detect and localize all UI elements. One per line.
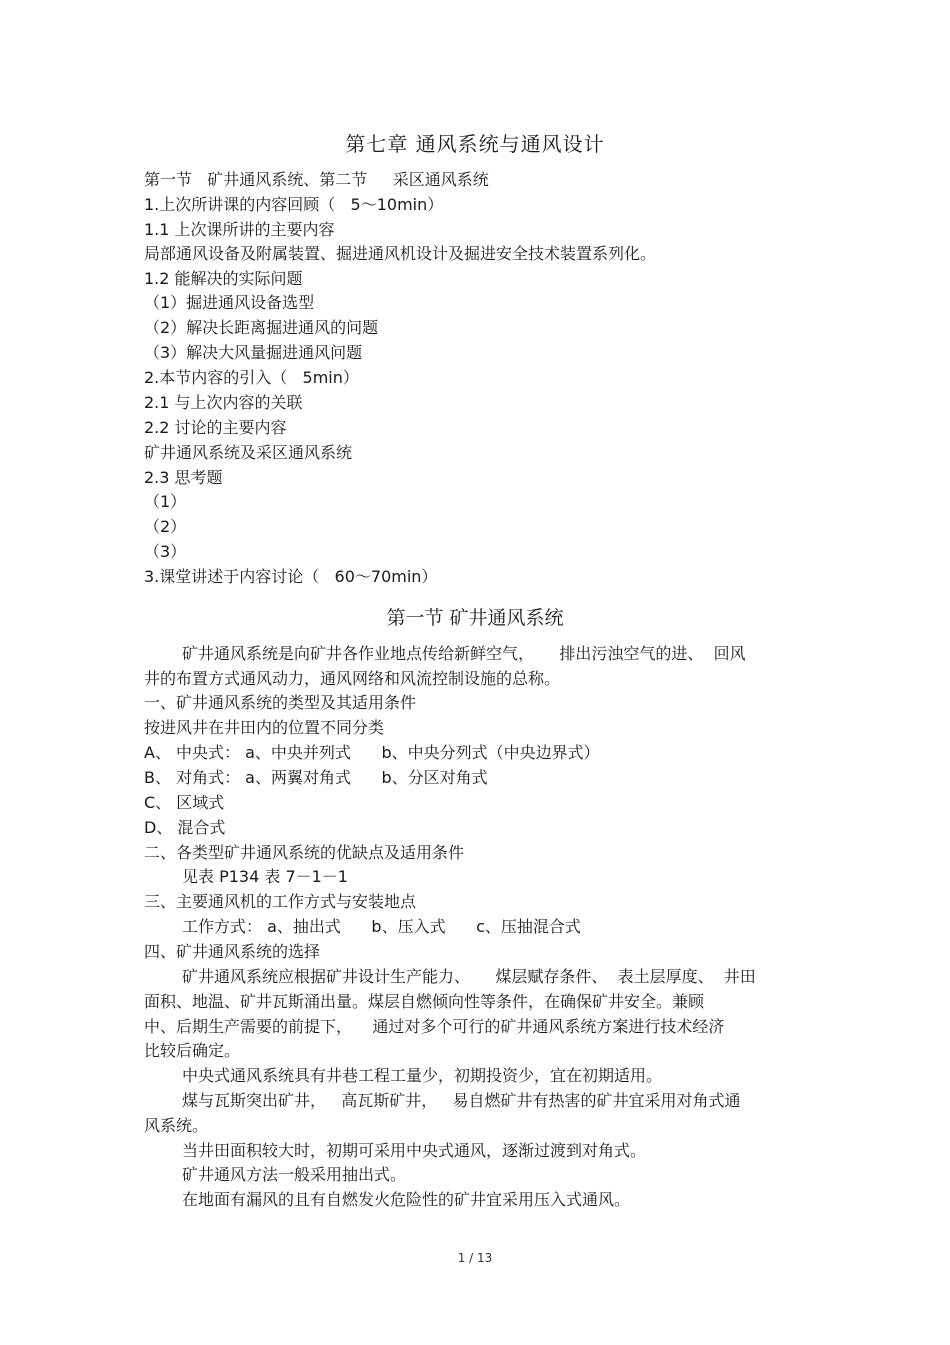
body-line: C、 区域式 (144, 793, 225, 812)
body-line: 按进风井在井田内的位置不同分类 (144, 718, 385, 737)
header-line: （3）解决大风量掘进通风问题 (144, 343, 363, 362)
body-line: 井的布置方式通风动力，通风网络和风流控制设施的总称。 (144, 669, 561, 688)
header-line: 3.课堂讲述于内容讨论（ 60～70min） (144, 567, 438, 586)
body-line: B、 对角式： a、两翼对角式 b、分区对角式 (144, 768, 488, 787)
header-line: 2.2 讨论的主要内容 (144, 418, 287, 437)
body-line: 矿井通风方法一般采用抽出式。 (182, 1165, 407, 1184)
body-line: 四、矿井通风系统的选择 (144, 942, 321, 961)
body-line: 当井田面积较大时，初期可采用中央式通风，逐渐过渡到对角式。 (182, 1141, 647, 1160)
body-line: 风系统。 (144, 1116, 209, 1135)
body-line: 中央式通风系统具有井巷工程工量少，初期投资少，宜在初期适用。 (182, 1066, 663, 1085)
header-line: 局部通风设备及附属装置、掘进通风机设计及掘进安全技术装置系列化。 (144, 244, 657, 263)
header-line: （1） (144, 492, 187, 511)
body-line: A、 中央式： a、中央并列式 b、中央分列式（中央边界式） (144, 743, 600, 762)
header-line: 2.3 思考题 (144, 468, 223, 487)
body-line: 比较后确定。 (144, 1041, 241, 1060)
header-line: 1.1 上次课所讲的主要内容 (144, 220, 335, 239)
header-line: 矿井通风系统及采区通风系统 (144, 443, 353, 462)
body-line: 矿井通风系统应根据矿井设计生产能力、 煤层赋存条件、 表土层厚度、 井田 (182, 967, 756, 986)
header-line: （2） (144, 517, 187, 536)
header-line: 2.本节内容的引入（ 5min） (144, 368, 359, 387)
body-line: 在地面有漏风的且有自燃发火危险性的矿井宜采用压入式通风。 (182, 1190, 631, 1209)
body-line: D、 混合式 (144, 818, 226, 837)
body-line: 三、主要通风机的工作方式与安装地点 (144, 892, 417, 911)
header-line: （2）解决长距离掘进通风的问题 (144, 318, 379, 337)
body-line: 二、各类型矿井通风系统的优缺点及适用条件 (144, 843, 465, 862)
chapter-title: 第七章 通风系统与通风设计 (345, 132, 605, 156)
body-line: 面积、地温、矿井瓦斯涌出量。煤层自燃倾向性等条件，在确保矿井安全。兼顾 (144, 992, 705, 1011)
body-line: 见表 P134 表 7－1－1 (182, 867, 348, 886)
header-line: 2.1 与上次内容的关联 (144, 393, 303, 412)
header-line: （3） (144, 542, 187, 561)
header-line: （1）掘进通风设备选型 (144, 293, 315, 312)
header-line: 第一节 矿井通风系统、第二节 采区通风系统 (144, 170, 489, 189)
section-title: 第一节 矿井通风系统 (386, 607, 564, 629)
header-line: 1.上次所讲课的内容回顾（ 5～10min） (144, 195, 444, 214)
body-line: 工作方式： a、抽出式 b、压入式 c、压抽混合式 (182, 917, 581, 936)
body-line: 矿井通风系统是向矿井各作业地点传给新鲜空气， 排出污浊空气的进、 回风 (182, 644, 746, 663)
body-line: 煤与瓦斯突出矿井， 高瓦斯矿井， 易自燃矿井有热害的矿井宜采用对角式通 (182, 1091, 741, 1110)
body-line: 中、后期生产需要的前提下， 通过对多个可行的矿井通风系统方案进行技术经济 (144, 1017, 725, 1036)
page-number: 1 / 13 (457, 1251, 493, 1265)
body-line: 一、矿井通风系统的类型及其适用条件 (144, 693, 417, 712)
header-line: 1.2 能解决的实际问题 (144, 269, 303, 288)
